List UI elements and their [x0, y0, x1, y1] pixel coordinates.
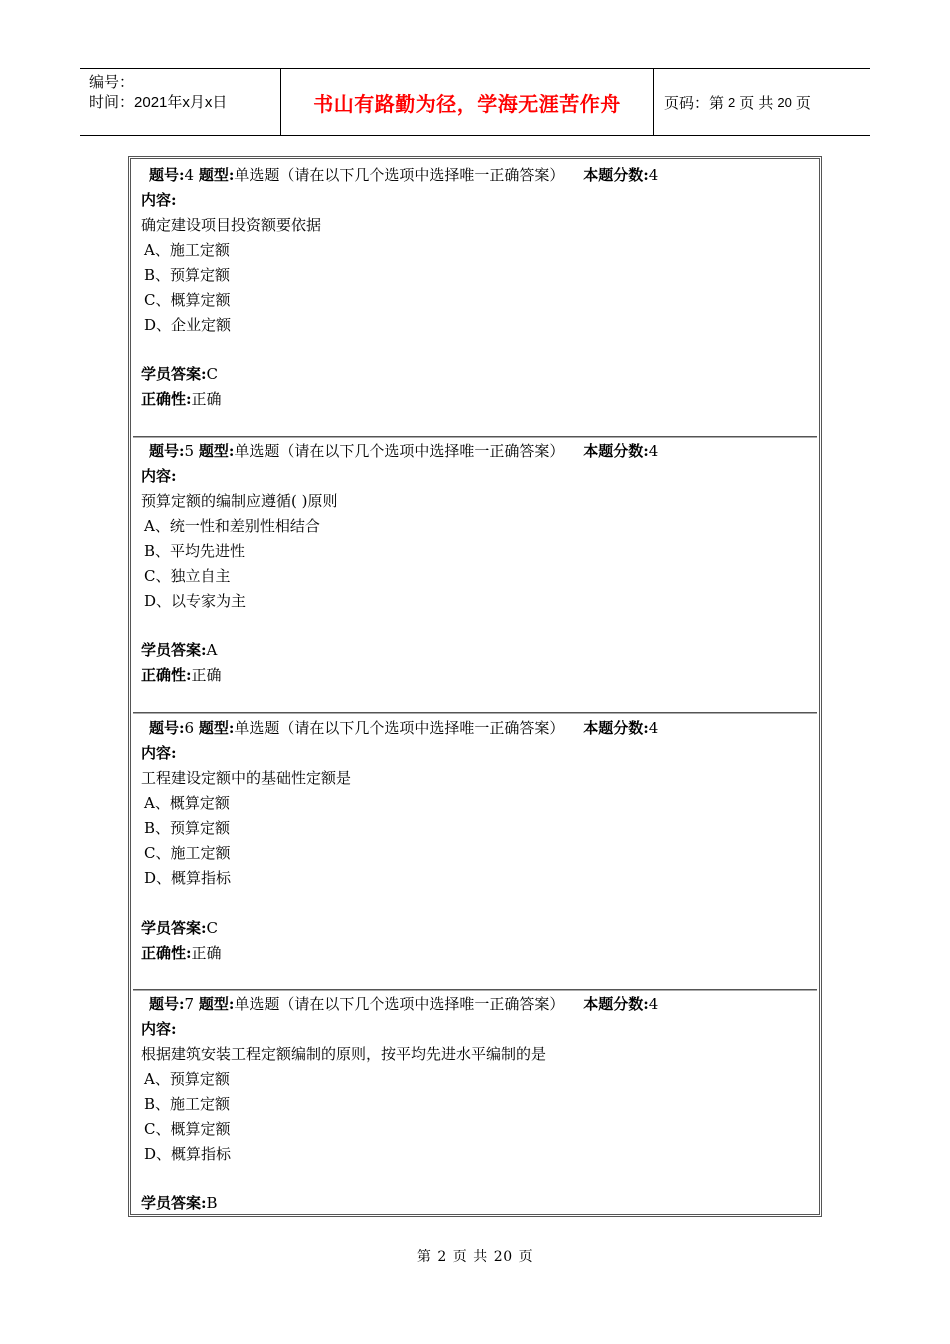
answer-value: C — [206, 365, 219, 383]
footer-page: 2 — [437, 1249, 447, 1265]
question-number: 6 — [184, 719, 195, 737]
answer-label: 学员答案: — [141, 1194, 207, 1212]
option-b: B、平均先进性 — [144, 542, 246, 560]
answer-label: 学员答案: — [141, 641, 207, 659]
correctness — [141, 666, 222, 684]
correctness — [141, 944, 222, 962]
correctness-value: 正确 — [191, 666, 222, 684]
footer-prefix: 第 — [416, 1249, 432, 1265]
student-answer — [141, 365, 218, 383]
option-d: D、企业定额 — [144, 316, 232, 334]
answer-value: C — [206, 919, 219, 937]
option-b: B、预算定额 — [144, 819, 231, 837]
question-type: 单选题（请在以下几个选项中选择唯一正确答案） — [234, 166, 565, 184]
question-meta — [149, 719, 658, 737]
option-c: C、施工定额 — [144, 844, 231, 862]
question-number: 5 — [184, 442, 195, 460]
footer-total-label: 共 — [473, 1249, 488, 1265]
score-label: 本题分数: — [583, 166, 649, 184]
question-score: 4 — [648, 442, 659, 460]
qtype-label: 题型: — [198, 166, 235, 184]
qnum-label: 题号: — [149, 166, 185, 184]
score-label: 本题分数: — [583, 719, 649, 737]
option-d: D、概算指标 — [144, 869, 232, 887]
time-value: 2021年x月x日 — [134, 94, 228, 111]
answer-label: 学员答案: — [141, 365, 207, 383]
code-label: 编号： — [89, 74, 135, 91]
question-stem: 确定建设项目投资额要依据 — [141, 216, 322, 234]
option-b: B、施工定额 — [144, 1095, 231, 1113]
correctness-label: 正确性: — [141, 944, 192, 962]
qnum-label: 题号: — [149, 442, 185, 460]
page-end: 页 — [795, 94, 811, 112]
qnum-label: 题号: — [149, 719, 185, 737]
option-a: A、概算定额 — [144, 794, 230, 812]
answer-value: A — [206, 641, 218, 659]
correctness-label: 正确性: — [141, 390, 192, 408]
question-stem: 工程建设定额中的基础性定额是 — [141, 769, 352, 787]
question-block — [133, 989, 817, 1214]
correctness-value: 正确 — [191, 390, 222, 408]
option-d: D、概算指标 — [144, 1145, 232, 1163]
score-label: 本题分数: — [583, 442, 649, 460]
qnum-label: 题号: — [149, 995, 185, 1013]
option-c: C、独立自主 — [144, 567, 231, 585]
student-answer — [141, 919, 218, 937]
question-number: 7 — [184, 995, 195, 1013]
option-c: C、概算定额 — [144, 1120, 231, 1138]
content-label: 内容: — [141, 1020, 177, 1038]
option-a: A、统一性和差别性相结合 — [144, 517, 320, 535]
content-label: 内容: — [141, 744, 177, 762]
content-label: 内容: — [141, 191, 177, 209]
qtype-label: 题型: — [198, 995, 235, 1013]
page-footer — [0, 1246, 950, 1266]
score-label: 本题分数: — [583, 995, 649, 1013]
content-label: 内容: — [141, 467, 177, 485]
student-answer — [141, 1194, 218, 1212]
correctness-label: 正确性: — [141, 666, 192, 684]
question-meta — [149, 166, 658, 184]
question-score: 4 — [648, 719, 659, 737]
question-block — [133, 436, 817, 713]
question-stem: 根据建筑安装工程定额编制的原则，按平均先进水平编制的是 — [141, 1045, 547, 1063]
answer-label: 学员答案: — [141, 919, 207, 937]
question-score: 4 — [648, 166, 659, 184]
page-header — [80, 68, 870, 136]
footer-mid: 页 — [452, 1249, 468, 1265]
option-b: B、预算定额 — [144, 266, 231, 284]
option-a: A、施工定额 — [144, 241, 230, 259]
header-motto: 书山有路勤为径，学海无涯苦作舟 — [281, 69, 654, 135]
option-d: D、以专家为主 — [144, 592, 247, 610]
page-mid: 页 共 — [739, 94, 774, 112]
page-label: 页码：第 — [664, 94, 725, 112]
question-block — [133, 159, 817, 437]
page-number: 2 — [728, 94, 736, 110]
question-meta — [149, 442, 658, 460]
student-answer — [141, 641, 217, 659]
question-type: 单选题（请在以下几个选项中选择唯一正确答案） — [234, 995, 565, 1013]
question-block — [133, 712, 817, 990]
option-a: A、预算定额 — [144, 1070, 230, 1088]
qtype-label: 题型: — [198, 719, 235, 737]
correctness-value: 正确 — [191, 944, 222, 962]
page-total: 20 — [777, 94, 792, 110]
question-meta — [149, 995, 658, 1013]
answer-value: B — [206, 1194, 218, 1212]
question-stem: 预算定额的编制应遵循( )原则 — [141, 492, 338, 510]
question-table — [128, 156, 822, 1217]
time-label: 时间： — [89, 94, 135, 111]
option-c: C、概算定额 — [144, 291, 231, 309]
question-type: 单选题（请在以下几个选项中选择唯一正确答案） — [234, 719, 565, 737]
footer-total: 20 — [493, 1249, 513, 1265]
correctness — [141, 390, 222, 408]
question-type: 单选题（请在以下几个选项中选择唯一正确答案） — [234, 442, 565, 460]
qtype-label: 题型: — [198, 442, 235, 460]
header-info — [80, 69, 281, 135]
time-line — [89, 93, 280, 113]
header-page-info — [654, 69, 870, 135]
question-score: 4 — [648, 995, 659, 1013]
footer-suffix: 页 — [518, 1249, 534, 1265]
question-number: 4 — [184, 166, 195, 184]
